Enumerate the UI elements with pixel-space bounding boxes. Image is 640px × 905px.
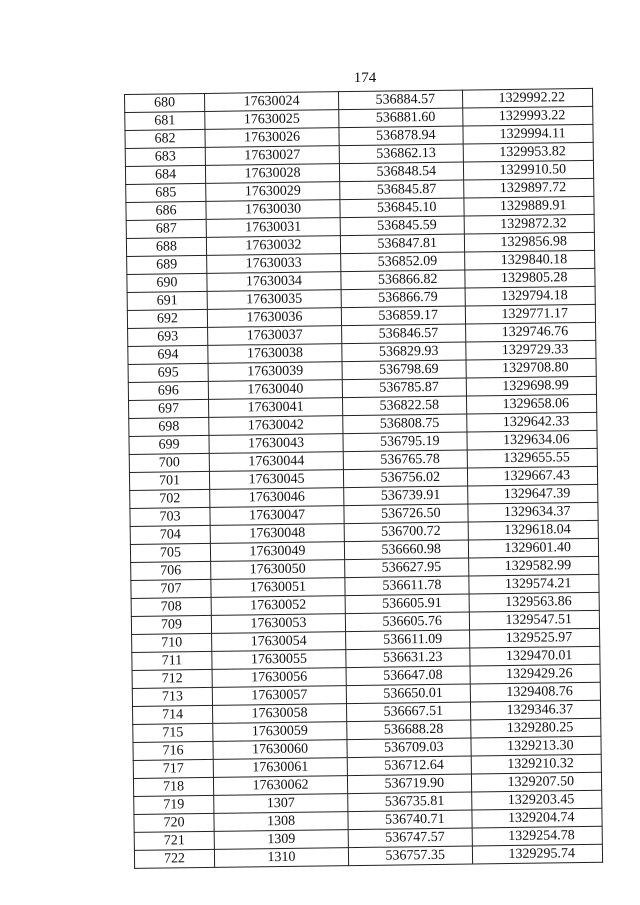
y-coordinate-cell: 1329771.17 xyxy=(465,304,595,324)
point-id-cell: 17630052 xyxy=(211,596,345,616)
point-id-cell: 17630025 xyxy=(205,110,339,130)
point-id-cell: 17630044 xyxy=(209,452,343,472)
row-index-cell: 702 xyxy=(130,489,210,508)
y-coordinate-cell: 1329213.30 xyxy=(471,736,601,756)
row-index-cell: 701 xyxy=(129,471,209,490)
y-coordinate-cell: 1329207.50 xyxy=(471,772,601,792)
point-id-cell: 17630048 xyxy=(210,524,344,544)
point-id-cell: 17630051 xyxy=(211,578,345,598)
point-id-cell: 17630046 xyxy=(210,488,344,508)
y-coordinate-cell: 1329889.91 xyxy=(464,196,594,216)
row-index-cell: 720 xyxy=(134,813,214,832)
point-id-cell: 17630038 xyxy=(208,344,342,364)
y-coordinate-cell: 1329563.86 xyxy=(469,592,599,612)
row-index-cell: 708 xyxy=(131,597,211,616)
x-coordinate-cell: 536866.79 xyxy=(341,288,465,308)
y-coordinate-cell: 1329746.76 xyxy=(466,322,596,342)
row-index-cell: 707 xyxy=(131,579,211,598)
y-coordinate-cell: 1329840.18 xyxy=(465,250,595,270)
row-index-cell: 682 xyxy=(125,129,205,148)
y-coordinate-cell: 1329708.80 xyxy=(466,358,596,378)
x-coordinate-cell: 536627.95 xyxy=(345,558,469,578)
y-coordinate-cell: 1329210.32 xyxy=(471,754,601,774)
x-coordinate-cell: 536667.51 xyxy=(346,702,470,722)
row-index-cell: 705 xyxy=(130,543,210,562)
x-coordinate-cell: 536709.03 xyxy=(347,738,471,758)
point-id-cell: 1307 xyxy=(214,794,348,814)
x-coordinate-cell: 536829.93 xyxy=(342,342,466,362)
y-coordinate-cell: 1329601.40 xyxy=(468,538,598,558)
row-index-cell: 699 xyxy=(129,435,209,454)
x-coordinate-cell: 536822.58 xyxy=(342,396,466,416)
row-index-cell: 696 xyxy=(128,381,208,400)
row-index-cell: 685 xyxy=(126,183,206,202)
x-coordinate-cell: 536845.59 xyxy=(340,216,464,236)
x-coordinate-cell: 536795.19 xyxy=(343,432,467,452)
x-coordinate-cell: 536631.23 xyxy=(346,648,470,668)
row-index-cell: 680 xyxy=(125,93,205,112)
y-coordinate-cell: 1329667.43 xyxy=(467,466,597,486)
row-index-cell: 691 xyxy=(127,291,207,310)
x-coordinate-cell: 536884.57 xyxy=(338,90,462,110)
point-id-cell: 17630037 xyxy=(208,326,342,346)
point-id-cell: 17630041 xyxy=(209,398,343,418)
x-coordinate-cell: 536726.50 xyxy=(344,504,468,524)
y-coordinate-cell: 1329525.97 xyxy=(470,628,600,648)
y-coordinate-cell: 1329470.01 xyxy=(470,646,600,666)
y-coordinate-cell: 1329408.76 xyxy=(470,682,600,702)
row-index-cell: 715 xyxy=(133,723,213,742)
x-coordinate-cell: 536846.57 xyxy=(342,324,466,344)
y-coordinate-cell: 1329204.74 xyxy=(472,808,602,828)
point-id-cell: 17630031 xyxy=(206,218,340,238)
page-number: 174 xyxy=(353,70,377,86)
point-id-cell: 17630024 xyxy=(204,92,338,112)
x-coordinate-cell: 536878.94 xyxy=(339,126,463,146)
x-coordinate-cell: 536785.87 xyxy=(342,378,466,398)
y-coordinate-cell: 1329280.25 xyxy=(471,718,601,738)
x-coordinate-cell: 536756.02 xyxy=(343,468,467,488)
x-coordinate-cell: 536862.13 xyxy=(339,144,463,164)
x-coordinate-cell: 536700.72 xyxy=(344,522,468,542)
row-index-cell: 716 xyxy=(133,741,213,760)
x-coordinate-cell: 536845.87 xyxy=(340,180,464,200)
row-index-cell: 700 xyxy=(129,453,209,472)
point-id-cell: 17630043 xyxy=(209,434,343,454)
x-coordinate-cell: 536739.91 xyxy=(344,486,468,506)
point-id-cell: 17630033 xyxy=(207,254,341,274)
x-coordinate-cell: 536605.91 xyxy=(345,594,469,614)
y-coordinate-cell: 1329897.72 xyxy=(464,178,594,198)
row-index-cell: 689 xyxy=(127,255,207,274)
y-coordinate-cell: 1329429.26 xyxy=(470,664,600,684)
point-id-cell: 1308 xyxy=(214,812,348,832)
y-coordinate-cell: 1329655.55 xyxy=(467,448,597,468)
x-coordinate-cell: 536765.78 xyxy=(343,450,467,470)
point-id-cell: 17630026 xyxy=(205,128,339,148)
y-coordinate-cell: 1329254.78 xyxy=(472,826,602,846)
y-coordinate-cell: 1329634.37 xyxy=(468,502,598,522)
y-coordinate-cell: 1329642.33 xyxy=(467,412,597,432)
y-coordinate-cell: 1329634.06 xyxy=(467,430,597,450)
row-index-cell: 681 xyxy=(125,111,205,130)
point-id-cell: 17630029 xyxy=(206,182,340,202)
y-coordinate-cell: 1329993.22 xyxy=(463,106,593,126)
row-index-cell: 718 xyxy=(133,777,213,796)
y-coordinate-cell: 1329910.50 xyxy=(463,160,593,180)
point-id-cell: 17630059 xyxy=(213,722,347,742)
point-id-cell: 17630035 xyxy=(207,290,341,310)
y-coordinate-cell: 1329994.11 xyxy=(463,124,593,144)
x-coordinate-cell: 536611.78 xyxy=(345,576,469,596)
row-index-cell: 693 xyxy=(128,327,208,346)
y-coordinate-cell: 1329698.99 xyxy=(466,376,596,396)
point-id-cell: 17630050 xyxy=(211,560,345,580)
point-id-cell: 17630054 xyxy=(212,632,346,652)
point-id-cell: 17630027 xyxy=(205,146,339,166)
row-index-cell: 703 xyxy=(130,507,210,526)
point-id-cell: 1309 xyxy=(214,830,348,850)
point-id-cell: 1310 xyxy=(214,848,348,868)
x-coordinate-cell: 536845.10 xyxy=(340,198,464,218)
x-coordinate-cell: 536757.35 xyxy=(348,846,472,866)
x-coordinate-cell: 536847.81 xyxy=(340,234,464,254)
x-coordinate-cell: 536881.60 xyxy=(339,108,463,128)
x-coordinate-cell: 536611.09 xyxy=(346,630,470,650)
y-coordinate-cell: 1329203.45 xyxy=(472,790,602,810)
point-id-cell: 17630039 xyxy=(208,362,342,382)
point-id-cell: 17630047 xyxy=(210,506,344,526)
y-coordinate-cell: 1329953.82 xyxy=(463,142,593,162)
row-index-cell: 712 xyxy=(132,669,212,688)
y-coordinate-cell: 1329856.98 xyxy=(464,232,594,252)
point-id-cell: 17630053 xyxy=(211,614,345,634)
row-index-cell: 690 xyxy=(127,273,207,292)
point-id-cell: 17630042 xyxy=(209,416,343,436)
y-coordinate-cell: 1329647.39 xyxy=(468,484,598,504)
y-coordinate-cell: 1329582.99 xyxy=(469,556,599,576)
row-index-cell: 704 xyxy=(130,525,210,544)
point-id-cell: 17630062 xyxy=(213,776,347,796)
x-coordinate-cell: 536747.57 xyxy=(348,828,472,848)
x-coordinate-cell: 536848.54 xyxy=(339,162,463,182)
row-index-cell: 711 xyxy=(132,651,212,670)
y-coordinate-cell: 1329729.33 xyxy=(466,340,596,360)
y-coordinate-cell: 1329547.51 xyxy=(469,610,599,630)
point-id-cell: 17630061 xyxy=(213,758,347,778)
point-id-cell: 17630032 xyxy=(206,236,340,256)
y-coordinate-cell: 1329794.18 xyxy=(465,286,595,306)
point-id-cell: 17630045 xyxy=(209,470,343,490)
x-coordinate-cell: 536660.98 xyxy=(344,540,468,560)
row-index-cell: 698 xyxy=(129,417,209,436)
point-id-cell: 17630040 xyxy=(208,380,342,400)
y-coordinate-cell: 1329658.06 xyxy=(466,394,596,414)
point-id-cell: 17630034 xyxy=(207,272,341,292)
row-index-cell: 694 xyxy=(128,345,208,364)
row-index-cell: 695 xyxy=(128,363,208,382)
row-index-cell: 686 xyxy=(126,201,206,220)
row-index-cell: 714 xyxy=(133,705,213,724)
x-coordinate-cell: 536740.71 xyxy=(348,810,472,830)
x-coordinate-cell: 536712.64 xyxy=(347,756,471,776)
point-id-cell: 17630055 xyxy=(212,650,346,670)
point-id-cell: 17630049 xyxy=(210,542,344,562)
x-coordinate-cell: 536735.81 xyxy=(348,792,472,812)
x-coordinate-cell: 536650.01 xyxy=(346,684,470,704)
x-coordinate-cell: 536798.69 xyxy=(342,360,466,380)
point-id-cell: 17630056 xyxy=(212,668,346,688)
x-coordinate-cell: 536852.09 xyxy=(341,252,465,272)
row-index-cell: 717 xyxy=(133,759,213,778)
row-index-cell: 683 xyxy=(125,147,205,166)
y-coordinate-cell: 1329295.74 xyxy=(472,844,602,864)
y-coordinate-cell: 1329574.21 xyxy=(469,574,599,594)
point-id-cell: 17630030 xyxy=(206,200,340,220)
point-id-cell: 17630057 xyxy=(212,686,346,706)
row-index-cell: 722 xyxy=(134,849,214,868)
row-index-cell: 684 xyxy=(125,165,205,184)
x-coordinate-cell: 536859.17 xyxy=(341,306,465,326)
y-coordinate-cell: 1329618.04 xyxy=(468,520,598,540)
row-index-cell: 688 xyxy=(126,237,206,256)
x-coordinate-cell: 536605.76 xyxy=(345,612,469,632)
point-id-cell: 17630036 xyxy=(207,308,341,328)
row-index-cell: 710 xyxy=(132,633,212,652)
row-index-cell: 706 xyxy=(131,561,211,580)
y-coordinate-cell: 1329805.28 xyxy=(465,268,595,288)
x-coordinate-cell: 536808.75 xyxy=(343,414,467,434)
point-id-cell: 17630060 xyxy=(213,740,347,760)
point-id-cell: 17630028 xyxy=(205,164,339,184)
row-index-cell: 719 xyxy=(134,795,214,814)
y-coordinate-cell: 1329992.22 xyxy=(462,88,592,108)
row-index-cell: 687 xyxy=(126,219,206,238)
row-index-cell: 713 xyxy=(132,687,212,706)
x-coordinate-cell: 536866.82 xyxy=(341,270,465,290)
x-coordinate-cell: 536688.28 xyxy=(347,720,471,740)
row-index-cell: 692 xyxy=(127,309,207,328)
row-index-cell: 697 xyxy=(129,399,209,418)
coordinates-table-body xyxy=(125,88,603,868)
y-coordinate-cell: 1329872.32 xyxy=(464,214,594,234)
row-index-cell: 721 xyxy=(134,831,214,850)
coordinates-table xyxy=(124,88,603,869)
x-coordinate-cell: 536647.08 xyxy=(346,666,470,686)
row-index-cell: 709 xyxy=(131,615,211,634)
x-coordinate-cell: 536719.90 xyxy=(347,774,471,794)
y-coordinate-cell: 1329346.37 xyxy=(470,700,600,720)
point-id-cell: 17630058 xyxy=(213,704,347,724)
